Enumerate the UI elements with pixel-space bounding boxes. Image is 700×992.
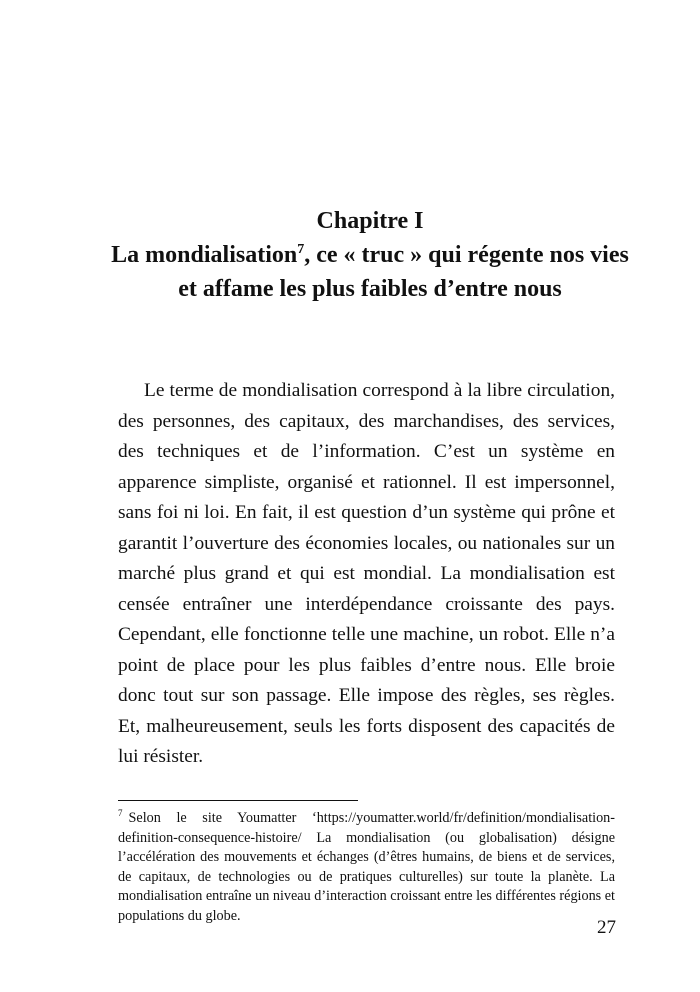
chapter-title-line-1 [100,238,640,272]
body-paragraph: Le terme de mondialisation correspond à la libre circulation, des personnes, des capitaux, des marchandises, des services, des techniques et de l’information. C’est un système en apparence simpliste, organisé et rationnel. Il est impersonnel, sans foi ni loi. En fait, il est question d’un système qui prône et garantit l’ouverture des économies locales, ou nationales sur un marché plus grand et qui est mondial. La mondialisation est censée entraîner une interdépendance croissante des pays. Cependant, elle fonctionne telle une machine, un robot. Elle n’a point de place pour les plus faibles d’entre nous. Elle broie donc tout sur son passage. Elle impose des règles, ses règles. Et, malheureusement, seuls les forts disposent des capacités de lui résister. [118,380,615,767]
chapter-heading [100,204,640,306]
chapter-number: Chapitre I [316,208,424,234]
footnote [118,809,615,926]
chapter-title-part-2: , ce « truc » qui régente nos vies [304,242,629,268]
page-number: 27 [597,917,616,938]
chapter-title-part-1: La mondialisation [111,242,298,268]
footnote-separator [118,800,358,801]
footnote-marker: 7 [118,808,123,819]
footnote-text: Selon le site Youmatter ‘https://youmatter.world/fr/definition/mondialisation-definition-consequence-histoire/ La mondialisation (ou globalisation) désigne l’accélération des mouvements et échanges (d’êtres humains, de biens et de services, de capitaux, de technologies ou de pratiques culturelles) sur toute la planète. La mondialisation entraîne un niveau d’interaction croissant entre les différentes régions et populations du globe. [118,810,615,924]
chapter-title-line-2: et affame les plus faibles d’entre nous [178,276,562,302]
footnote-reference[interactable]: 7 [297,242,305,257]
